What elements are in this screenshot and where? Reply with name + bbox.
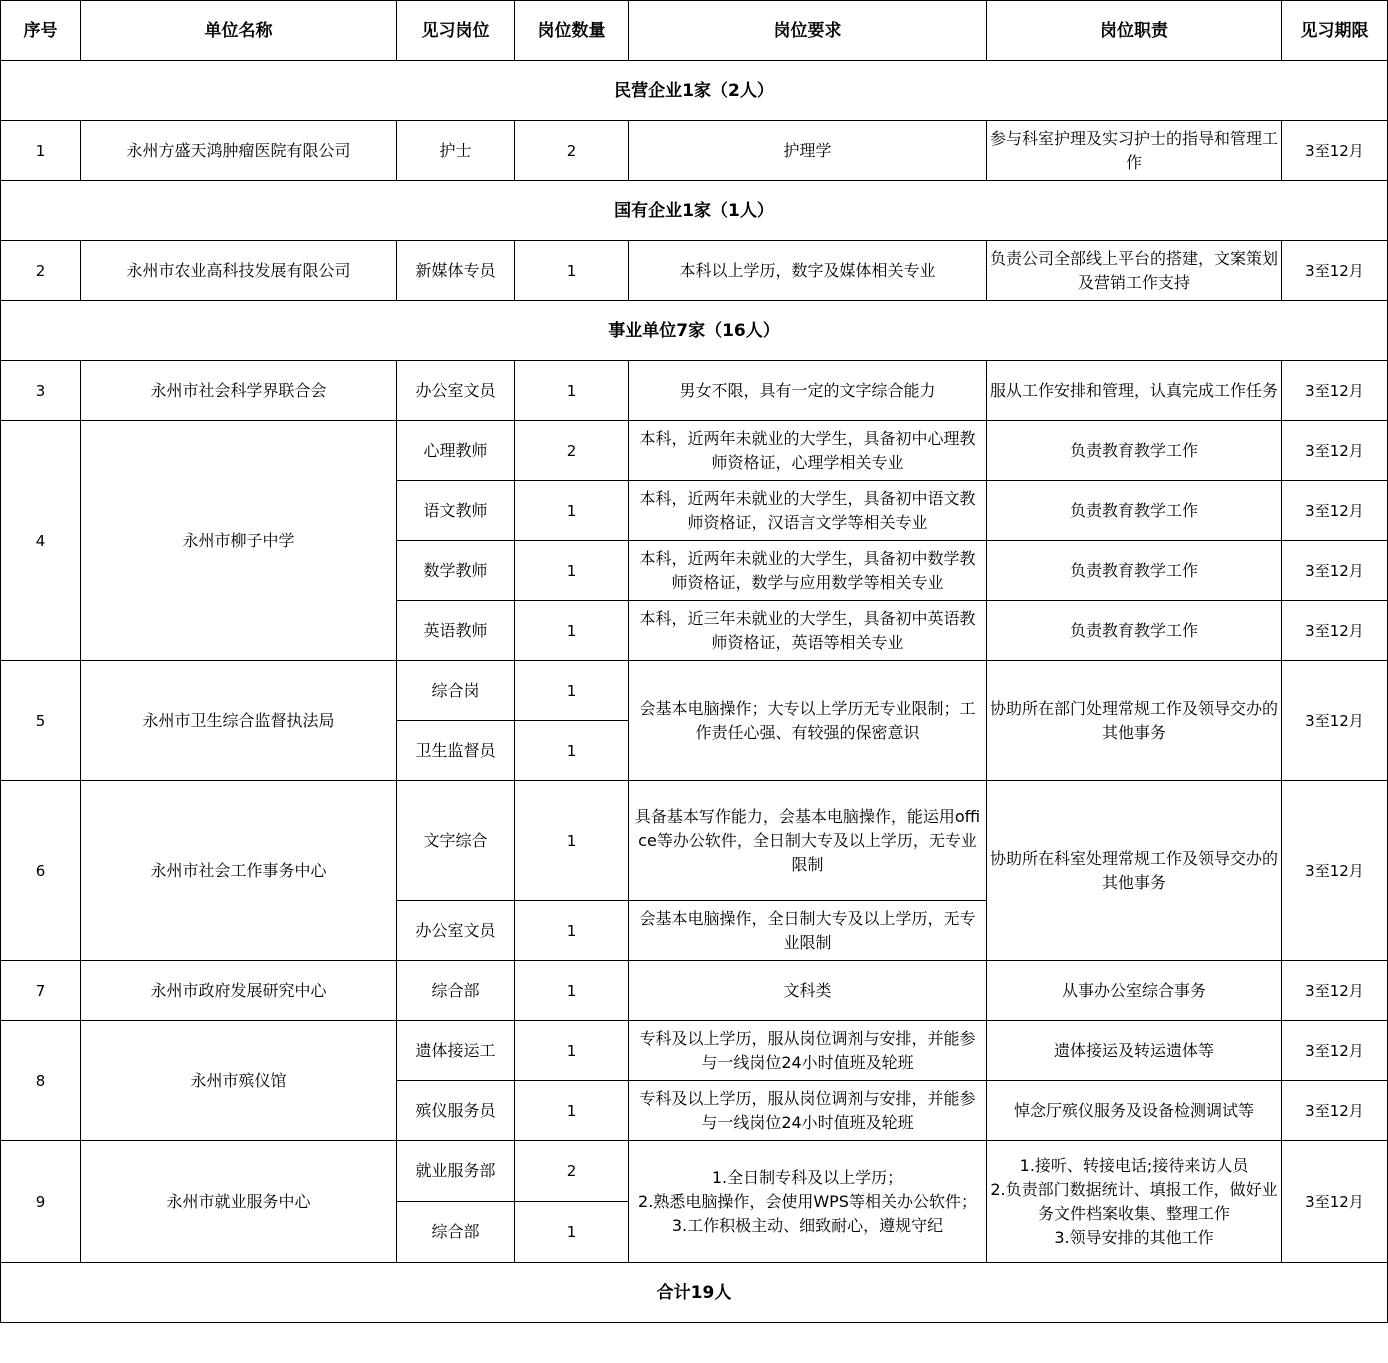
table-row <box>1 421 1388 481</box>
post: 办公室文员 <box>397 361 515 421</box>
header-row <box>1 1 1388 61</box>
duty: 从事办公室综合事务 <box>987 961 1282 1021</box>
requirement: 男女不限，具有一定的文字综合能力 <box>629 361 987 421</box>
org-name: 永州方盛天鸿肿瘤医院有限公司 <box>81 121 397 181</box>
section-state: 国有企业1家（1人） <box>1 181 1388 241</box>
post: 综合岗 <box>397 661 515 721</box>
post-count: 1 <box>515 541 629 601</box>
header-requirement: 岗位要求 <box>629 1 987 61</box>
requirement: 会基本电脑操作，全日制大专及以上学历，无专业限制 <box>629 901 987 961</box>
table-row <box>1 961 1388 1021</box>
section-row <box>1 61 1388 121</box>
section-public-institution: 事业单位7家（16人） <box>1 301 1388 361</box>
org-name: 永州市就业服务中心 <box>81 1141 397 1263</box>
post: 心理教师 <box>397 421 515 481</box>
post-count: 1 <box>515 361 629 421</box>
row-no: 3 <box>1 361 81 421</box>
post-count: 1 <box>515 481 629 541</box>
header-post: 见习岗位 <box>397 1 515 61</box>
requirement: 会基本电脑操作；大专以上学历无专业限制；工作责任心强、有较强的保密意识 <box>629 661 987 781</box>
row-no: 5 <box>1 661 81 781</box>
requirement: 护理学 <box>629 121 987 181</box>
table-row <box>1 781 1388 901</box>
requirement: 本科以上学历，数字及媒体相关专业 <box>629 241 987 301</box>
duty-line: 2.负责部门数据统计、填报工作，做好业务文件档案收集、整理工作 <box>990 1179 1278 1223</box>
period: 3至12月 <box>1282 1141 1388 1263</box>
post-count: 1 <box>515 241 629 301</box>
period: 3至12月 <box>1282 961 1388 1021</box>
header-no: 序号 <box>1 1 81 61</box>
requirement: 专科及以上学历，服从岗位调剂与安排，并能参与一线岗位24小时值班及轮班 <box>629 1021 987 1081</box>
table-row <box>1 241 1388 301</box>
duty: 负责公司全部线上平台的搭建，文案策划及营销工作支持 <box>987 241 1282 301</box>
header-duty: 岗位职责 <box>987 1 1282 61</box>
org-name: 永州市卫生综合监督执法局 <box>81 661 397 781</box>
table-row <box>1 121 1388 181</box>
duty-line: 1.接听、转接电话;接待来访人员 <box>1019 1155 1249 1175</box>
org-name: 永州市政府发展研究中心 <box>81 961 397 1021</box>
post: 办公室文员 <box>397 901 515 961</box>
duty: 负责教育教学工作 <box>987 601 1282 661</box>
requirement: 本科，近两年未就业的大学生，具备初中数学教师资格证，数学与应用数学等相关专业 <box>629 541 987 601</box>
duty: 负责教育教学工作 <box>987 481 1282 541</box>
period: 3至12月 <box>1282 241 1388 301</box>
total-label: 合计19人 <box>1 1263 1388 1323</box>
post: 殡仪服务员 <box>397 1081 515 1141</box>
post-count: 2 <box>515 421 629 481</box>
post: 英语教师 <box>397 601 515 661</box>
section-row <box>1 181 1388 241</box>
org-name: 永州市社会工作事务中心 <box>81 781 397 961</box>
row-no: 8 <box>1 1021 81 1141</box>
requirement <box>629 1141 987 1263</box>
duty: 遗体接运及转运遗体等 <box>987 1021 1282 1081</box>
duty: 悼念厅殡仪服务及设备检测调试等 <box>987 1081 1282 1141</box>
post-count: 1 <box>515 661 629 721</box>
period: 3至12月 <box>1282 661 1388 781</box>
post: 护士 <box>397 121 515 181</box>
header-org: 单位名称 <box>81 1 397 61</box>
org-name: 永州市柳子中学 <box>81 421 397 661</box>
org-name: 永州市农业高科技发展有限公司 <box>81 241 397 301</box>
requirement-line: 2.熟悉电脑操作，会使用WPS等相关办公软件； <box>638 1191 977 1211</box>
period: 3至12月 <box>1282 541 1388 601</box>
requirement-line: 1.全日制专科及以上学历； <box>711 1167 904 1187</box>
requirement: 本科，近两年未就业的大学生，具备初中心理教师资格证，心理学相关专业 <box>629 421 987 481</box>
post-count: 1 <box>515 901 629 961</box>
post-count: 1 <box>515 781 629 901</box>
header-period: 见习期限 <box>1282 1 1388 61</box>
post-count: 1 <box>515 1081 629 1141</box>
requirement: 本科，近两年未就业的大学生，具备初中语文教师资格证，汉语言文学等相关专业 <box>629 481 987 541</box>
period: 3至12月 <box>1282 1081 1388 1141</box>
period: 3至12月 <box>1282 781 1388 961</box>
post-count: 1 <box>515 1021 629 1081</box>
post: 数学教师 <box>397 541 515 601</box>
post-count: 2 <box>515 121 629 181</box>
duty: 协助所在部门处理常规工作及领导交办的其他事务 <box>987 661 1282 781</box>
requirement: 本科，近三年未就业的大学生，具备初中英语教师资格证，英语等相关专业 <box>629 601 987 661</box>
duty <box>987 1141 1282 1263</box>
period: 3至12月 <box>1282 421 1388 481</box>
org-name: 永州市殡仪馆 <box>81 1021 397 1141</box>
table-row <box>1 1021 1388 1081</box>
duty: 负责教育教学工作 <box>987 541 1282 601</box>
row-no: 7 <box>1 961 81 1021</box>
post-count: 1 <box>515 601 629 661</box>
post: 文字综合 <box>397 781 515 901</box>
post: 就业服务部 <box>397 1141 515 1202</box>
post: 新媒体专员 <box>397 241 515 301</box>
row-no: 2 <box>1 241 81 301</box>
duty-line: 3.领导安排的其他工作 <box>1054 1227 1214 1247</box>
total-row <box>1 1263 1388 1323</box>
duty: 参与科室护理及实习护士的指导和管理工作 <box>987 121 1282 181</box>
period: 3至12月 <box>1282 361 1388 421</box>
section-private: 民营企业1家（2人） <box>1 61 1388 121</box>
header-count: 岗位数量 <box>515 1 629 61</box>
org-name: 永州市社会科学界联合会 <box>81 361 397 421</box>
duty: 负责教育教学工作 <box>987 421 1282 481</box>
period: 3至12月 <box>1282 1021 1388 1081</box>
table-row <box>1 1141 1388 1202</box>
table-row <box>1 361 1388 421</box>
row-no: 1 <box>1 121 81 181</box>
post-count: 2 <box>515 1141 629 1202</box>
requirement: 专科及以上学历，服从岗位调剂与安排，并能参与一线岗位24小时值班及轮班 <box>629 1081 987 1141</box>
post-count: 1 <box>515 1202 629 1263</box>
post-count: 1 <box>515 961 629 1021</box>
row-no: 9 <box>1 1141 81 1263</box>
duty: 服从工作安排和管理，认真完成工作任务 <box>987 361 1282 421</box>
post-count: 1 <box>515 721 629 781</box>
post: 卫生监督员 <box>397 721 515 781</box>
requirement: 文科类 <box>629 961 987 1021</box>
requirement: 具备基本写作能力，会基本电脑操作，能运用office等办公软件，全日制大专及以上学历，无专业限制 <box>629 781 987 901</box>
row-no: 4 <box>1 421 81 661</box>
post: 综合部 <box>397 1202 515 1263</box>
period: 3至12月 <box>1282 601 1388 661</box>
post: 遗体接运工 <box>397 1021 515 1081</box>
duty: 协助所在科室处理常规工作及领导交办的其他事务 <box>987 781 1282 961</box>
period: 3至12月 <box>1282 481 1388 541</box>
table-row <box>1 661 1388 721</box>
section-row <box>1 301 1388 361</box>
row-no: 6 <box>1 781 81 961</box>
requirement-line: 3.工作积极主动、细致耐心，遵规守纪 <box>671 1215 944 1235</box>
period: 3至12月 <box>1282 121 1388 181</box>
post: 综合部 <box>397 961 515 1021</box>
post: 语文教师 <box>397 481 515 541</box>
